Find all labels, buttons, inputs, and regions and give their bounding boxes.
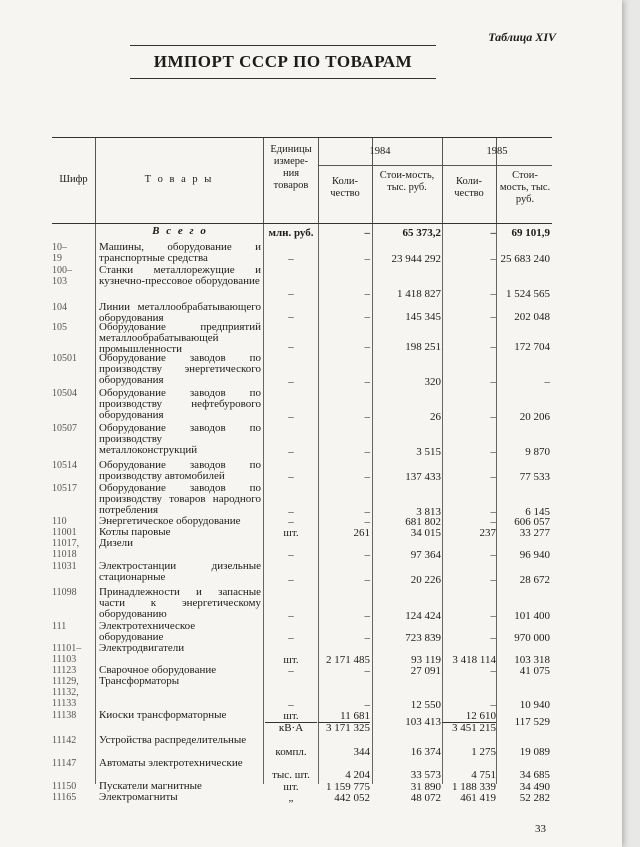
row-qty-1984: – <box>364 446 370 458</box>
row-qty-1984: – <box>364 610 370 622</box>
row-unit: – <box>288 506 294 518</box>
row-qty-1984: – <box>364 471 370 483</box>
header-code: Шифр <box>59 174 88 185</box>
row-value-1985: 33 277 <box>519 527 550 539</box>
header-goods: Т о в а р ы <box>144 174 214 185</box>
row-goods-name: Электростанции дизельные стационарные <box>99 560 261 583</box>
row-goods-name: Трансформаторы <box>99 675 180 687</box>
row-value-1985: 9 870 <box>525 446 550 458</box>
row-value-1985: 202 048 <box>514 311 550 323</box>
row-value-1984: 320 <box>424 376 441 388</box>
row-qty-1985: – <box>490 699 496 711</box>
row-qty-1985: – <box>490 253 496 265</box>
row-qty-1984: – <box>364 632 370 644</box>
row-qty-1984: 4 204 <box>345 769 370 781</box>
row-qty-1984: 344 <box>353 746 370 758</box>
row-code: 11123 <box>52 665 77 676</box>
row-value-1985: 19 089 <box>519 746 550 758</box>
row-code: 11017, 11018 <box>52 538 80 560</box>
row-goods-name: Пускатели магнитные <box>99 780 202 792</box>
row-qty-1985: – <box>490 341 496 353</box>
row-unit: – <box>288 311 294 323</box>
row-qty-1985: – <box>490 506 496 518</box>
row-value-1985: 28 672 <box>519 574 550 586</box>
row-value-1985: – <box>544 376 550 388</box>
row-value-1984: 198 251 <box>405 341 441 353</box>
row-code: 100– 103 <box>52 265 72 287</box>
row-code: 104 <box>52 302 67 313</box>
header-unit: Единицы измере-ния товаров <box>270 144 312 191</box>
row-qty-1985: – <box>490 471 496 483</box>
row-value-1985: 52 282 <box>519 792 550 804</box>
row-code: 11031 <box>52 561 77 572</box>
row-value-1985: 103 318 <box>514 654 550 666</box>
row-goods-name: Принадлежности и запасные части к энергетическому оборудованию <box>99 586 261 620</box>
row-value-1984: 23 944 292 <box>391 253 441 265</box>
row-qty-1985: 3 418 114 <box>452 654 496 666</box>
row-goods-name: Электротехническое оборудование <box>99 620 196 643</box>
row-unit: – <box>288 610 294 622</box>
row-qty-1985: 237 <box>479 527 496 539</box>
row-goods-name: Оборудование заводов по производству нефтебурового оборудования <box>99 387 261 421</box>
row-goods-name: Машины, оборудование и транспортные средства <box>99 241 261 264</box>
row-qty-1984: – <box>364 665 370 677</box>
row-value-1984: 137 433 <box>405 471 441 483</box>
row-qty-1985: 1 275 <box>471 746 496 758</box>
row-code: 11101– 11103 <box>52 643 82 665</box>
row-value-1985: 20 206 <box>519 411 550 423</box>
row-value-1984: 26 <box>430 411 441 423</box>
row-qty-1985: – <box>490 227 496 239</box>
row-goods-name: Котлы паровые <box>99 526 171 538</box>
row-unit-secondary: кВ·А <box>278 722 304 734</box>
row-value-1984: 65 373,2 <box>402 227 441 239</box>
row-unit: шт. <box>265 710 317 723</box>
row-qty-1985: – <box>490 574 496 586</box>
row-unit: – <box>288 665 294 677</box>
row-qty-1985: – <box>490 376 496 388</box>
row-qty-1985: 461 419 <box>460 792 496 804</box>
row-qty-1984: 2 171 485 <box>326 654 370 666</box>
row-qty-1984: – <box>364 574 370 586</box>
row-unit: компл. <box>275 746 307 758</box>
row-goods-name: Линии металлообрабатывающего оборудования <box>99 301 261 324</box>
row-code: 11129, 11132, 11133 <box>52 676 79 709</box>
row-value-1984: 33 573 <box>410 769 441 781</box>
row-value-1985: 172 704 <box>514 341 550 353</box>
row-code: 11098 <box>52 587 77 598</box>
row-code: 10517 <box>52 483 77 494</box>
row-value-1984: 3 515 <box>416 446 441 458</box>
row-goods-name: Электромагниты <box>99 791 178 803</box>
header-value-1984: Стои-мость, тыс. руб. <box>379 170 435 193</box>
row-qty-1984: – <box>364 288 370 300</box>
row-qty-1984-secondary: 3 171 325 <box>326 722 370 734</box>
row-qty-1985-secondary: 3 451 215 <box>452 722 496 734</box>
row-value-1985: 101 400 <box>514 610 550 622</box>
row-qty-1984: 1 159 775 <box>326 781 370 793</box>
header-year-1984: 1984 <box>369 146 391 157</box>
title-rule-bottom <box>130 78 436 79</box>
row-value-1984: 681 802 <box>405 516 441 528</box>
row-qty-1984: – <box>364 506 370 518</box>
row-goods-name: В с е г о <box>152 225 208 237</box>
title-rule-top <box>130 45 436 46</box>
row-qty-1985: – <box>490 311 496 323</box>
row-code: 11165 <box>52 792 77 803</box>
row-unit: тыс. шт. <box>272 769 310 781</box>
row-qty-1985: 12 610 <box>442 710 496 723</box>
row-value-1984: 27 091 <box>410 665 441 677</box>
row-goods-name: Киоски трансформаторные <box>99 709 227 721</box>
row-unit: – <box>288 549 294 561</box>
row-goods-name: Оборудование заводов по производству автомобилей <box>99 459 261 482</box>
row-qty-1984: – <box>364 341 370 353</box>
row-code: 11138 <box>52 710 77 721</box>
row-unit: – <box>288 411 294 423</box>
row-unit: шт. <box>283 527 299 539</box>
row-value-1984: 145 345 <box>405 311 441 323</box>
row-goods-name: Электродвигатели <box>99 642 185 654</box>
row-value-1985: 970 000 <box>514 632 550 644</box>
row-value-1985: 1 524 565 <box>506 288 550 300</box>
row-unit: шт. <box>283 654 299 666</box>
row-value-1985: 77 533 <box>519 471 550 483</box>
row-value-1984: 124 424 <box>405 610 441 622</box>
row-value-1984: 723 839 <box>405 632 441 644</box>
header-year-1985: 1985 <box>486 146 508 157</box>
header-qty-1985: Коли-чество <box>454 176 484 199</box>
row-value-1984: 103 413 <box>405 716 441 728</box>
row-code: 10501 <box>52 353 77 364</box>
row-value-1984: 20 226 <box>410 574 441 586</box>
import-table <box>52 137 552 804</box>
row-value-1984: 48 072 <box>410 792 441 804</box>
row-unit: – <box>288 376 294 388</box>
row-qty-1984: – <box>364 311 370 323</box>
row-code: 11147 <box>52 758 77 769</box>
row-qty-1985: – <box>490 549 496 561</box>
row-goods-name: Сварочное оборудование <box>99 664 217 676</box>
row-goods-name: Устройства распределительные <box>99 734 247 746</box>
row-unit: – <box>288 574 294 586</box>
row-unit: шт. <box>283 781 299 793</box>
row-code: 110 <box>52 516 67 527</box>
row-qty-1985: – <box>490 516 496 528</box>
row-value-1985: 25 683 240 <box>500 253 550 265</box>
table-header <box>52 137 552 224</box>
row-code: 105 <box>52 322 67 333</box>
row-unit: – <box>288 288 294 300</box>
row-qty-1984: 261 <box>353 527 370 539</box>
row-qty-1984: – <box>364 516 370 528</box>
row-goods-name: Автоматы электротехнические <box>99 757 243 769</box>
row-goods-name: Станки металлорежущие и кузнечно-прессовое оборудование <box>99 264 261 287</box>
row-value-1985: 10 940 <box>519 699 550 711</box>
row-value-1984: 34 015 <box>410 527 441 539</box>
row-qty-1985: – <box>490 446 496 458</box>
table-number-label: Таблица XIV <box>488 30 556 44</box>
row-qty-1984: 442 052 <box>334 792 370 804</box>
row-code: 111 <box>52 621 67 632</box>
row-unit: – <box>288 253 294 265</box>
row-goods-name: Оборудование заводов по производству товаров народного потребления <box>99 482 261 516</box>
row-value-1984: 16 374 <box>410 746 441 758</box>
row-qty-1984: 11 681 <box>318 710 370 723</box>
row-value-1985: 41 075 <box>519 665 550 677</box>
page-title: ИМПОРТ СССР ПО ТОВАРАМ <box>153 52 413 71</box>
row-qty-1985: – <box>490 411 496 423</box>
row-qty-1984: – <box>364 227 370 239</box>
row-value-1985: 606 057 <box>514 516 550 528</box>
row-qty-1984: – <box>364 376 370 388</box>
row-value-1985: 34 685 <box>519 769 550 781</box>
row-unit: – <box>288 446 294 458</box>
row-value-1985: 117 529 <box>514 716 550 728</box>
row-code: 11150 <box>52 781 77 792</box>
row-value-1985: 34 490 <box>519 781 550 793</box>
row-code: 10– 19 <box>52 242 67 264</box>
row-qty-1985: – <box>490 288 496 300</box>
header-qty-1984: Коли-чество <box>330 176 360 199</box>
table-body <box>52 224 552 804</box>
row-value-1984: 1 418 827 <box>397 288 441 300</box>
row-value-1984: 3 813 <box>416 506 441 518</box>
row-goods-name: Дизели <box>99 537 133 549</box>
row-qty-1985: – <box>490 665 496 677</box>
row-goods-name: Энергетическое оборудование <box>99 515 241 527</box>
row-value-1985: 69 101,9 <box>511 227 550 239</box>
row-code: 11142 <box>52 735 77 746</box>
row-value-1984: 97 364 <box>410 549 441 561</box>
row-code: 10507 <box>52 423 77 434</box>
row-unit: „ <box>288 792 294 804</box>
row-goods-name: Оборудование предприятий металлообрабатывающей промышленности <box>99 321 261 355</box>
row-value-1985: 6 145 <box>525 506 550 518</box>
row-qty-1984: – <box>364 699 370 711</box>
row-goods-name: Оборудование заводов по производству энергетического оборудования <box>99 352 261 386</box>
row-unit: – <box>288 341 294 353</box>
row-qty-1984: – <box>364 549 370 561</box>
row-value-1984: 12 550 <box>410 699 441 711</box>
row-unit: – <box>288 632 294 644</box>
row-code: 11001 <box>52 527 77 538</box>
row-qty-1985: 1 188 339 <box>452 781 496 793</box>
row-qty-1985: – <box>490 632 496 644</box>
page-number: 33 <box>535 823 546 835</box>
header-value-1985: Стои-мость, тыс. руб. <box>499 170 551 205</box>
row-qty-1984: – <box>364 253 370 265</box>
row-qty-1985: 4 751 <box>471 769 496 781</box>
row-unit: млн. руб. <box>268 227 314 239</box>
row-code: 10504 <box>52 388 77 399</box>
row-qty-1984: – <box>364 411 370 423</box>
row-value-1985: 96 940 <box>519 549 550 561</box>
row-goods-name: Оборудование заводов по производству металлоконструкций <box>99 422 261 456</box>
row-value-1984: 31 890 <box>410 781 441 793</box>
row-unit: – <box>288 699 294 711</box>
row-unit: – <box>288 471 294 483</box>
row-code: 10514 <box>52 460 77 471</box>
row-unit: – <box>288 516 294 528</box>
row-qty-1985: – <box>490 610 496 622</box>
row-value-1984: 93 119 <box>411 654 441 666</box>
